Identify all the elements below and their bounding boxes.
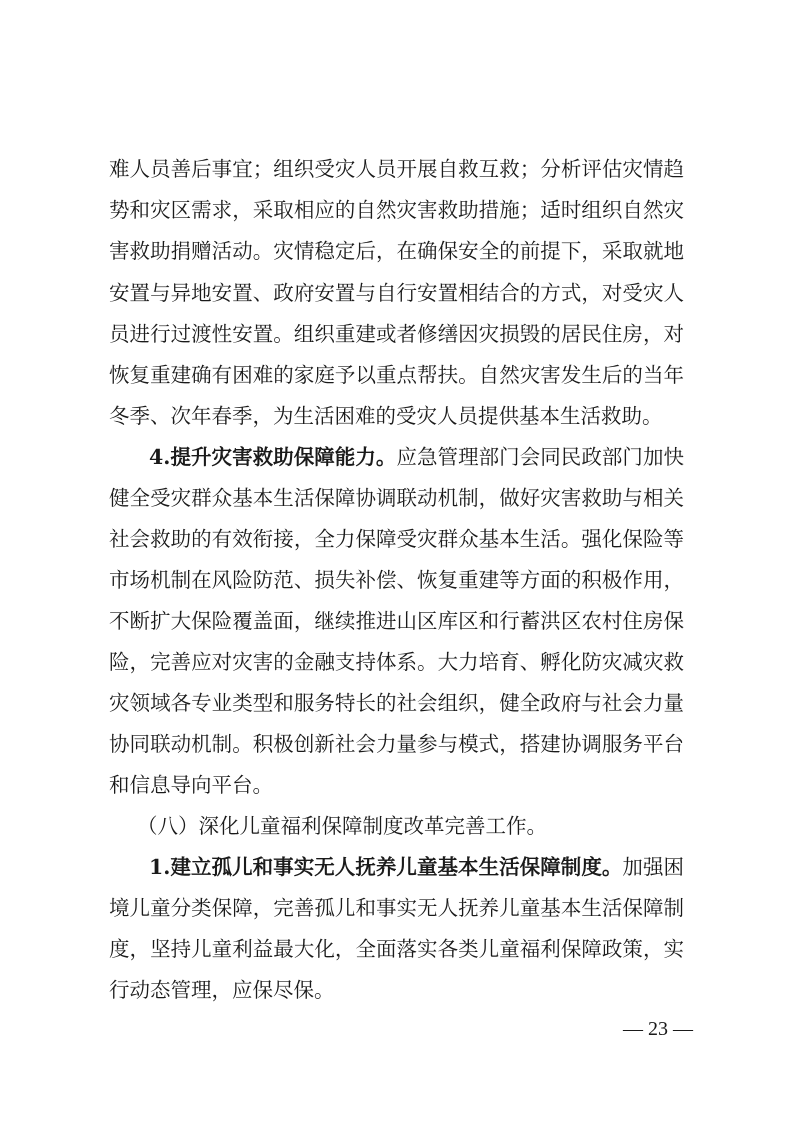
paragraph-first-line: [149, 857, 684, 878]
body-line: 恢复重建确有困难的家庭予以重点帮扶。自然灾害发生后的当年: [109, 363, 684, 387]
paragraph-text: 应急管理部门会同民政部门加快: [396, 445, 685, 469]
paragraph-first-line: [149, 447, 684, 468]
body-line: 健全受灾群众基本生活保障协调联动机制，做好灾害救助与相关: [109, 486, 684, 510]
paragraph-heading: 4.提升灾害救助保障能力。: [149, 445, 397, 469]
body-line: 协同联动机制。积极创新社会力量参与模式，搭建协调服务平台: [109, 732, 684, 756]
body-line: 不断扩大保险覆盖面，继续推进山区库区和行蓄洪区农村住房保: [109, 609, 684, 633]
body-line: 安置与异地安置、政府安置与自行安置相结合的方式，对受灾人: [109, 281, 684, 305]
body-line: 境儿童分类保障，完善孤儿和事实无人抚养儿童基本生活保障制: [109, 896, 684, 920]
body-line: 和信息导向平台。: [109, 773, 273, 797]
paragraph-heading: 1.建立孤儿和事实无人抚养儿童基本生活保障制度。: [149, 855, 623, 879]
page-number: — 23 —: [623, 1018, 693, 1040]
body-line: 害救助捐赠活动。灾情稳定后，在确保安全的前提下，采取就地: [109, 239, 684, 263]
body-line: 社会救助的有效衔接，全力保障受灾群众基本生活。强化保险等: [109, 527, 684, 551]
body-line: 险，完善应对灾害的金融支持体系。大力培育、孵化防灾减灾救: [109, 650, 684, 674]
body-line: 灾领域各专业类型和服务特长的社会组织，健全政府与社会力量: [109, 691, 684, 715]
body-line: 市场机制在风险防范、损失补偿、恢复重建等方面的积极作用，: [109, 568, 684, 592]
body-line: 度，坚持儿童利益最大化，全面落实各类儿童福利保障政策，实: [109, 937, 684, 961]
body-line: 冬季、次年春季，为生活困难的受灾人员提供基本生活救助。: [109, 404, 663, 428]
body-line: 员进行过渡性安置。组织重建或者修缮因灾损毁的居民住房，对: [109, 322, 684, 346]
body-line: 行动态管理，应保尽保。: [109, 978, 335, 1002]
section-title: （八）深化儿童福利保障制度改革完善工作。: [137, 814, 547, 838]
body-line: 难人员善后事宜；组织受灾人员开展自救互救；分析评估灾情趋: [109, 157, 684, 181]
body-line: 势和灾区需求，采取相应的自然灾害救助措施；适时组织自然灾: [109, 198, 684, 222]
paragraph-text: 加强困: [622, 855, 684, 879]
